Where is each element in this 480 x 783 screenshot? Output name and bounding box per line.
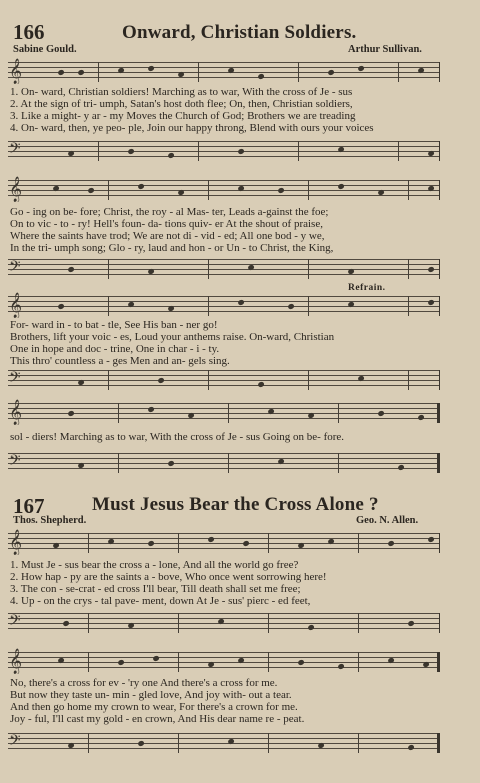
words-credit: Sabine Gould. bbox=[13, 44, 77, 55]
lyric-line: In the tri- umph song; Glo - ry, laud and hon - or Un - to Christ, the King, bbox=[10, 243, 334, 254]
lyric-line: No, there's a cross for ev - 'ry one And there's a cross for me. bbox=[10, 678, 278, 689]
bass-staff bbox=[8, 733, 440, 753]
bass-clef-icon: 𝄢 bbox=[9, 732, 21, 752]
hymn-title: Onward, Christian Soldiers. bbox=[122, 22, 357, 43]
lyric-line: Joy - ful, I'll cast my gold - en crown, And His dear name re - peat. bbox=[10, 714, 305, 725]
lyric-line: 1. On- ward, Christian soldiers! Marching as to war, With the cross of Je - sus bbox=[10, 87, 353, 98]
lyric-line: This thro' countless a - ges Men and an- gels sing. bbox=[10, 356, 230, 367]
lyric-line: 3. Like a might- y ar - my Moves the Church of God; Brothers we are treading bbox=[10, 111, 356, 122]
treble-staff bbox=[8, 529, 440, 554]
hymn-number: 167 bbox=[13, 494, 45, 518]
treble-staff bbox=[8, 399, 440, 424]
lyric-line: sol - diers! Marching as to war, With the cross of Je - sus Going on be- fore. bbox=[10, 432, 345, 443]
lyric-line: 2. At the sign of tri- umph, Satan's host doth flee; On, then, Christian soldiers, bbox=[10, 99, 353, 110]
lyric-line: Go - ing on be- fore; Christ, the roy - al Mas- ter, Leads a-gainst the foe; bbox=[10, 207, 329, 218]
lyric-line: 3. The con - se-crat - ed cross I'll bear, Till death shall set me free; bbox=[10, 584, 301, 595]
bass-staff bbox=[8, 453, 440, 473]
lyric-line: 4. Up - on the crys - tal pave- ment, down At Je - sus' pierc - ed feet, bbox=[10, 596, 311, 607]
treble-clef-icon: 𝄞 bbox=[9, 58, 23, 83]
lyric-line: 1. Must Je - sus bear the cross a - lone, And all the world go free? bbox=[10, 560, 299, 571]
treble-clef-icon: 𝄞 bbox=[9, 399, 23, 424]
bass-staff bbox=[8, 141, 440, 161]
treble-staff bbox=[8, 292, 440, 317]
lyric-line: On to vic - to - ry! Hell's foun- da- tions quiv- er At the shout of praise, bbox=[10, 219, 323, 230]
bass-staff bbox=[8, 613, 440, 633]
treble-clef-icon: 𝄞 bbox=[9, 648, 23, 673]
refrain-label: Refrain. bbox=[348, 283, 386, 293]
hymn-number: 166 bbox=[13, 20, 45, 44]
lyric-line: One in hope and doc - trine, One in char - i - ty. bbox=[10, 344, 220, 355]
music-credit: Arthur Sullivan. bbox=[348, 44, 422, 55]
treble-staff bbox=[8, 58, 440, 83]
lyric-line: For- ward in - to bat - tle, See His ban - ner go! bbox=[10, 320, 218, 331]
lyric-line: And then go home my crown to wear, For there's a crown for me. bbox=[10, 702, 298, 713]
treble-staff bbox=[8, 648, 440, 673]
lyric-line: Brothers, lift your voic - es, Loud your anthems raise. On-ward, Christian bbox=[10, 332, 335, 343]
words-credit: Thos. Shepherd. bbox=[13, 515, 87, 526]
bass-clef-icon: 𝄢 bbox=[9, 369, 21, 389]
treble-clef-icon: 𝄞 bbox=[9, 292, 23, 317]
lyric-line: 4. On- ward, then, ye peo- ple, Join our happy throng, Blend with ours your voices bbox=[10, 123, 374, 134]
hymn-title: Must Jesus Bear the Cross Alone ? bbox=[92, 494, 379, 515]
treble-clef-icon: 𝄞 bbox=[9, 529, 23, 554]
lyric-line: 2. How hap - py are the saints a - bove, Who once went sorrowing here! bbox=[10, 572, 327, 583]
bass-staff bbox=[8, 259, 440, 279]
treble-staff bbox=[8, 176, 440, 201]
bass-clef-icon: 𝄢 bbox=[9, 258, 21, 278]
lyric-line: Where the saints have trod; We are not di - vid - ed; All one bod - y we, bbox=[10, 231, 325, 242]
lyric-line: But now they taste un- min - gled love, And joy with- out a tear. bbox=[10, 690, 292, 701]
bass-staff bbox=[8, 370, 440, 390]
bass-clef-icon: 𝄢 bbox=[9, 452, 21, 472]
treble-clef-icon: 𝄞 bbox=[9, 176, 23, 201]
bass-clef-icon: 𝄢 bbox=[9, 140, 21, 160]
music-credit: Geo. N. Allen. bbox=[356, 515, 419, 526]
bass-clef-icon: 𝄢 bbox=[9, 612, 21, 632]
